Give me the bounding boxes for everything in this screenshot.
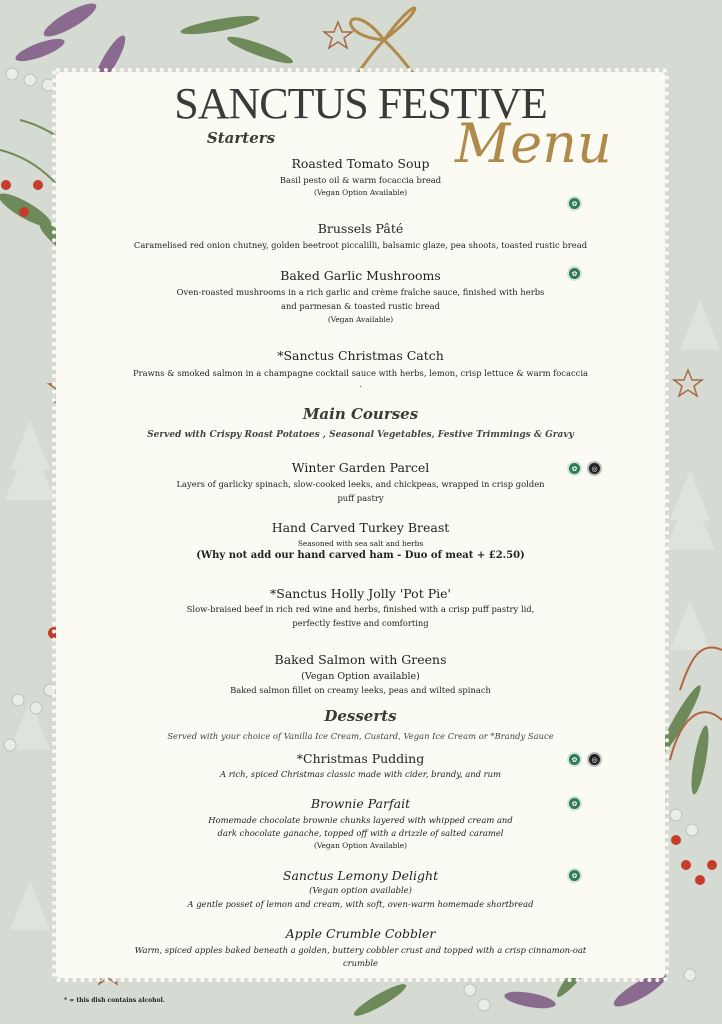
dish-description: puff pastry bbox=[337, 493, 384, 503]
dish-description: Layers of garlicky spinach, slow-cooked leeks, and chickpeas, wrapped in crisp golden bbox=[176, 479, 545, 489]
dish-description: A gentle posset of lemon and cream, with soft, oven-warm homemade shortbread bbox=[187, 899, 534, 909]
dish-name: *Sanctus Christmas Catch bbox=[277, 348, 444, 363]
dish-name: Roasted Tomato Soup bbox=[291, 156, 430, 171]
dish-name: Baked Salmon with Greens bbox=[274, 652, 447, 667]
dish-extra: . bbox=[359, 380, 362, 389]
dish-name: *Christmas Pudding bbox=[296, 751, 425, 766]
dish-extra: (Why not add our hand carved ham - Duo of meat + £2.50) bbox=[196, 550, 525, 561]
dish-description: Warm, spiced apples baked beneath a golden, buttery cobbler crust and topped with a crisp cinnamon-oat bbox=[134, 945, 587, 955]
dish-description: dark chocolate ganache, topped off with a drizzle of salted caramel bbox=[217, 828, 504, 838]
dish-description: Seasoned with sea salt and herbs bbox=[297, 539, 424, 548]
vegan-icon: ✿ bbox=[567, 461, 582, 476]
dish-description: Baked salmon fillet on creamy leeks, peas and wilted spinach bbox=[230, 685, 491, 695]
footnote: * = this dish contains alcohol. bbox=[64, 997, 165, 1004]
gluten-free-icon: ◎ bbox=[587, 752, 602, 767]
dish-description: Caramelised red onion chutney, golden beetroot piccalilli, balsamic glaze, pea shoots, toasted rustic bread bbox=[133, 240, 588, 250]
dish-description: Prawns & smoked salmon in a champagne cocktail sauce with herbs, lemon, crisp lettuce & warm focaccia bbox=[132, 368, 589, 378]
mains-served-with: Served with Crispy Roast Potatoes , Seasonal Vegetables, Festive Trimmings & Gravy bbox=[147, 430, 574, 440]
section-heading-desserts: Desserts bbox=[324, 707, 397, 725]
vegan-icon: ✿ bbox=[567, 868, 582, 883]
dish-description: Basil pesto oil & warm focaccia bread bbox=[279, 175, 442, 185]
dish-name: Brownie Parfait bbox=[310, 796, 411, 811]
dish-description: Slow-braised beef in rich red wine and herbs, finished with a crisp puff pastry lid, bbox=[186, 604, 535, 614]
vegan-icon: ✿ bbox=[567, 266, 582, 281]
dish-name: *Sanctus Holly Jolly 'Pot Pie' bbox=[270, 586, 451, 601]
dish-note: (Vegan option available) bbox=[309, 885, 412, 895]
dish-name: Hand Carved Turkey Breast bbox=[271, 520, 450, 535]
dish-description: and parmesan & toasted rustic bread bbox=[281, 301, 440, 311]
dish-description: A rich, spiced Christmas classic made with cider, brandy, and rum bbox=[220, 769, 501, 779]
desserts-served-with: Served with your choice of Vanilla Ice Cream, Custard, Vegan Ice Cream or *Brandy Sauce bbox=[167, 731, 554, 741]
dish-description: Oven-roasted mushrooms in a rich garlic and crème fraîche sauce, finished with herbs bbox=[176, 287, 545, 297]
dish-name: Winter Garden Parcel bbox=[291, 460, 430, 475]
gluten-free-icon: ◎ bbox=[587, 461, 602, 476]
menu-title-script: Menu bbox=[455, 112, 612, 175]
menu-title: SANCTUS FESTIVE bbox=[174, 79, 547, 128]
dish-description: Homemade chocolate brownie chunks layered with whipped cream and bbox=[208, 815, 513, 825]
dish-description: perfectly festive and comforting bbox=[292, 618, 429, 628]
dish-note: (Vegan Available) bbox=[327, 315, 394, 324]
dish-note: (Vegan Option available) bbox=[301, 671, 420, 682]
dish-name: Baked Garlic Mushrooms bbox=[280, 268, 441, 283]
dish-name: Brussels Pâté bbox=[317, 221, 404, 236]
vegan-icon: ✿ bbox=[567, 752, 582, 767]
dish-name: Apple Crumble Cobbler bbox=[285, 926, 436, 941]
vegan-icon: ✿ bbox=[567, 796, 582, 811]
dish-note: (Vegan Option Available) bbox=[314, 188, 407, 197]
dish-note: (Vegan Option Available) bbox=[314, 841, 407, 850]
dish-description: crumble bbox=[342, 958, 379, 968]
dish-name: Sanctus Lemony Delight bbox=[282, 868, 439, 883]
section-heading-starters: Starters bbox=[206, 129, 276, 147]
section-heading-mains: Main Courses bbox=[302, 405, 419, 423]
vegan-icon: ✿ bbox=[567, 196, 582, 211]
